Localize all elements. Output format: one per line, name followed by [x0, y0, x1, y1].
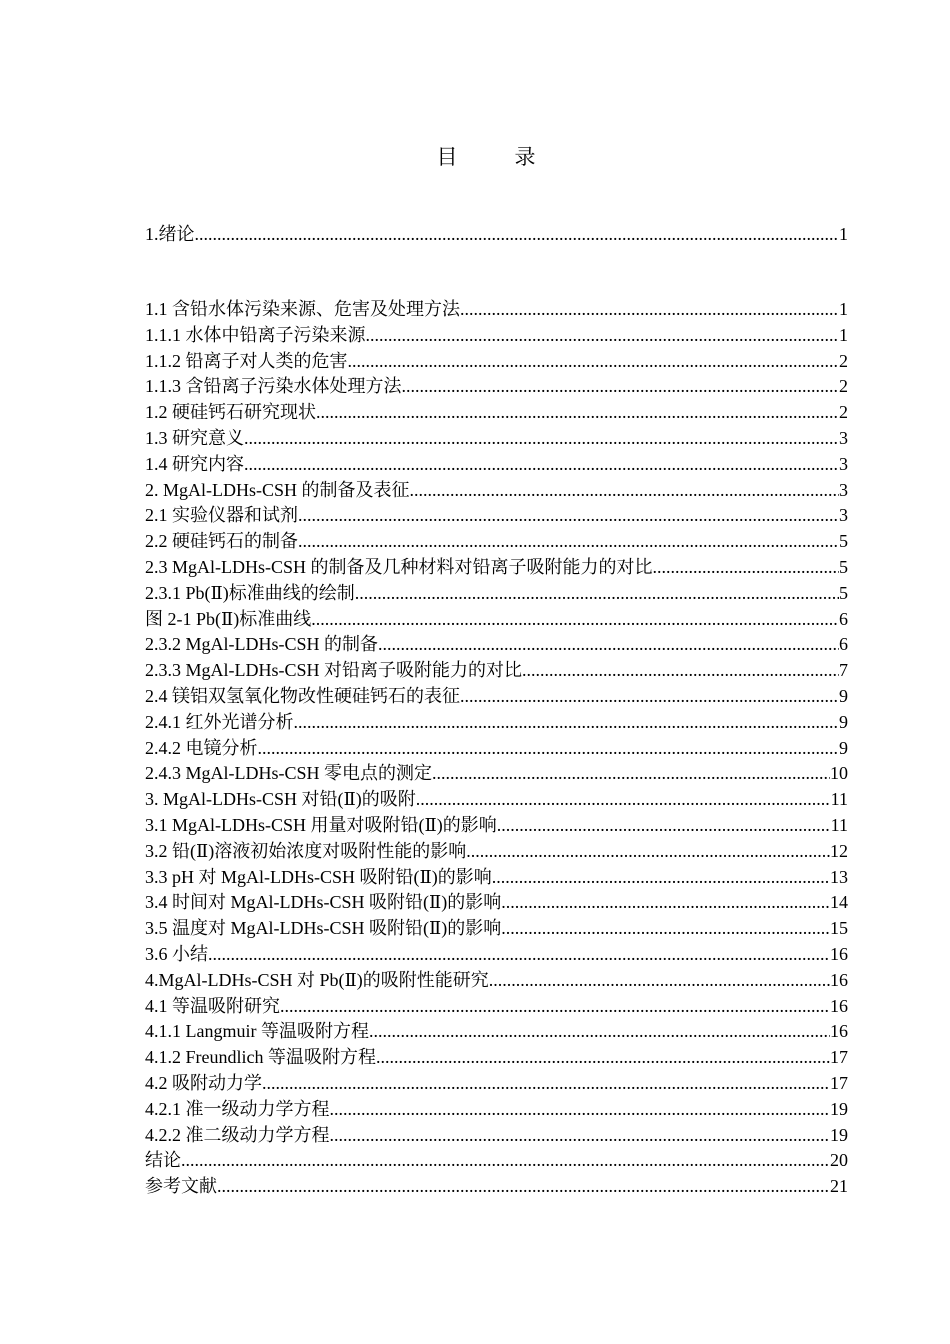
toc-entry-title: 4.1 等温吸附研究 — [145, 995, 280, 1016]
toc-entry-page-number: 5 — [839, 531, 848, 552]
toc-entry-page-number: 2 — [839, 376, 848, 397]
toc-entry-page-number: 20 — [830, 1150, 848, 1171]
toc-entry-title: 1.2 硬硅钙石研究现状 — [145, 402, 316, 423]
toc-entry-title: 3.4 时间对 MgAl-LDHs-CSH 吸附铅(Ⅱ)的影响 — [145, 892, 502, 913]
toc-entry-page-number: 3 — [839, 427, 848, 448]
toc-entry-title: 2.3.3 MgAl-LDHs-CSH 对铅离子吸附能力的对比 — [145, 660, 523, 681]
toc-entry-page-number: 1 — [839, 324, 848, 345]
toc-entry-title: 1.1 含铅水体污染来源、危害及处理方法 — [145, 299, 460, 319]
toc-dot-leader — [378, 632, 839, 658]
toc-entry-title: 3.1 MgAl-LDHs-CSH 用量对吸附铅(Ⅱ)的影响 — [145, 814, 497, 835]
toc-entry[interactable] — [145, 374, 848, 400]
toc-entry[interactable] — [145, 839, 848, 865]
toc-entry-page-number: 16 — [830, 995, 848, 1016]
toc-entry-page-number: 2 — [839, 402, 848, 423]
toc-dot-leader — [410, 478, 839, 504]
toc-entry-page-number: 13 — [830, 866, 848, 887]
toc-dot-leader — [497, 813, 831, 839]
toc-entry-page-number: 9 — [839, 711, 848, 732]
toc-entry-title: 3. MgAl-LDHs-CSH 对铅(Ⅱ)的吸附 — [145, 789, 416, 810]
toc-list — [145, 297, 848, 1200]
toc-entry[interactable] — [145, 736, 848, 762]
toc-entry[interactable] — [145, 942, 848, 968]
toc-entry-title: 2.2 硬硅钙石的制备 — [145, 531, 298, 552]
toc-entry-title: 2.4 镁铝双氢氧化物改性硬硅钙石的表征 — [145, 685, 460, 706]
toc-dot-leader — [208, 942, 830, 968]
toc-entry[interactable] — [145, 426, 848, 452]
toc-entry-page-number: 10 — [830, 763, 848, 784]
toc-entry[interactable] — [145, 452, 848, 478]
toc-dot-leader — [316, 400, 839, 426]
toc-entry-page-number: 5 — [839, 582, 848, 603]
toc-entry-title: 2.3 MgAl-LDHs-CSH 的制备及几种材料对铅离子吸附能力的对比 — [145, 556, 653, 577]
toc-entry-page-number: 11 — [830, 814, 848, 835]
toc-dot-leader — [298, 529, 839, 555]
toc-entry-page-number: 15 — [830, 918, 848, 939]
toc-entry[interactable] — [145, 684, 848, 710]
page-title: 目 录 — [436, 145, 554, 169]
toc-entry-title: 2. MgAl-LDHs-CSH 的制备及表征 — [145, 479, 410, 500]
toc-entry-page-number: 3 — [839, 479, 848, 500]
toc-entry[interactable] — [145, 478, 848, 504]
toc-entry[interactable] — [145, 1045, 848, 1071]
toc-entry[interactable] — [145, 555, 848, 581]
toc-dot-leader — [355, 581, 839, 607]
toc-entry-title: 3.2 铅(Ⅱ)溶液初始浓度对吸附性能的影响 — [145, 840, 467, 861]
toc-dot-leader — [501, 890, 830, 916]
toc-dot-leader — [492, 865, 830, 891]
toc-dot-leader — [330, 1097, 831, 1123]
toc-entry-title: 结论 — [145, 1150, 181, 1171]
toc-entry-page-number: 2 — [839, 350, 848, 371]
toc-entry-title: 1.1.3 含铅离子污染水体处理方法 — [145, 376, 402, 397]
toc-entry-page-number: 17 — [830, 1047, 848, 1068]
toc-entry-title: 1.绪论 — [145, 224, 195, 244]
toc-entry-title: 4.1.1 Langmuir 等温吸附方程 — [145, 1021, 369, 1042]
toc-dot-leader — [432, 761, 830, 787]
toc-dot-leader — [653, 555, 839, 581]
toc-entry-page-number: 6 — [839, 608, 848, 629]
toc-entry[interactable] — [145, 1097, 848, 1123]
toc-entry-page-number: 16 — [830, 969, 848, 990]
toc-entry[interactable] — [145, 297, 848, 323]
toc-entry[interactable] — [145, 1174, 848, 1200]
toc-dot-leader — [294, 710, 840, 736]
toc-dot-leader — [460, 684, 839, 710]
toc-entry[interactable] — [145, 632, 848, 658]
toc-entry-title: 1.1.2 铅离子对人类的危害 — [145, 350, 348, 371]
toc-first-section — [145, 222, 848, 248]
toc-entry[interactable] — [145, 994, 848, 1020]
toc-dot-leader — [311, 607, 839, 633]
toc-entry[interactable] — [145, 658, 848, 684]
toc-entry-page-number: 19 — [830, 1098, 848, 1119]
toc-entry-title: 4.2.1 准一级动力学方程 — [145, 1098, 330, 1119]
toc-entry-title: 2.4.1 红外光谱分析 — [145, 711, 294, 732]
toc-dot-leader — [330, 1123, 831, 1149]
toc-entry-title: 1.4 研究内容 — [145, 453, 244, 474]
toc-dot-leader — [369, 1019, 830, 1045]
toc-entry-page-number: 16 — [830, 943, 848, 964]
toc-entry[interactable] — [145, 1019, 848, 1045]
toc-dot-leader — [217, 1174, 830, 1200]
toc-entry-page-number: 12 — [830, 840, 848, 861]
toc-dot-leader — [244, 452, 839, 478]
toc-dot-leader — [195, 222, 840, 248]
toc-dot-leader — [298, 503, 839, 529]
toc-entry[interactable] — [145, 400, 848, 426]
toc-entry-page-number: 14 — [830, 892, 848, 913]
toc-entry-title: 1.3 研究意义 — [145, 427, 244, 448]
toc-dot-leader — [280, 994, 830, 1020]
toc-dot-leader — [376, 1045, 830, 1071]
toc-entry-title: 参考文献 — [145, 1176, 217, 1197]
toc-entry-page-number: 21 — [830, 1176, 848, 1197]
toc-entry[interactable] — [145, 787, 848, 813]
toc-dot-leader — [244, 426, 839, 452]
toc-entry-title: 2.3.2 MgAl-LDHs-CSH 的制备 — [145, 634, 379, 655]
toc-entry-page-number: 6 — [839, 634, 848, 655]
toc-entry-page-number: 9 — [839, 685, 848, 706]
toc-entry-title: 2.3.1 Pb(Ⅱ)标准曲线的绘制 — [145, 582, 355, 603]
toc-entry-page-number: 7 — [839, 660, 848, 681]
toc-dot-leader — [402, 374, 840, 400]
toc-entry[interactable] — [145, 323, 848, 349]
toc-entry-page-number: 9 — [839, 737, 848, 758]
toc-dot-leader — [366, 323, 840, 349]
toc-entry[interactable] — [145, 503, 848, 529]
toc-entry-title: 2.4.3 MgAl-LDHs-CSH 零电点的测定 — [145, 763, 433, 784]
toc-dot-leader — [262, 1071, 830, 1097]
toc-entry-page-number: 1 — [839, 224, 848, 244]
toc-entry[interactable] — [145, 813, 848, 839]
toc-entry-title: 图 2-1 Pb(Ⅱ)标准曲线 — [145, 608, 312, 629]
toc-entry-title: 2.1 实验仪器和试剂 — [145, 505, 298, 526]
toc-entry-title: 4.1.2 Freundlich 等温吸附方程 — [145, 1047, 376, 1068]
toc-entry-title: 4.MgAl-LDHs-CSH 对 Pb(Ⅱ)的吸附性能研究 — [145, 969, 489, 990]
toc-dot-leader — [348, 349, 840, 375]
toc-entry[interactable] — [145, 916, 848, 942]
toc-entry-page-number: 5 — [839, 556, 848, 577]
toc-entry[interactable] — [145, 222, 848, 248]
toc-entry-title: 4.2 吸附动力学 — [145, 1072, 262, 1093]
toc-entry[interactable] — [145, 865, 848, 891]
toc-entry-title: 2.4.2 电镜分析 — [145, 737, 258, 758]
toc-entry-title: 3.3 pH 对 MgAl-LDHs-CSH 吸附铅(Ⅱ)的影响 — [145, 866, 492, 887]
toc-dot-leader — [489, 968, 830, 994]
toc-entry-title: 4.2.2 准二级动力学方程 — [145, 1124, 330, 1145]
toc-entry-title: 3.6 小结 — [145, 943, 208, 964]
toc-entry[interactable] — [145, 1071, 848, 1097]
toc-entry[interactable] — [145, 1123, 848, 1149]
toc-dot-leader — [466, 839, 830, 865]
toc-dot-leader — [416, 787, 831, 813]
toc-entry[interactable] — [145, 968, 848, 994]
toc-entry-page-number: 19 — [830, 1124, 848, 1145]
toc-entry-title: 3.5 温度对 MgAl-LDHs-CSH 吸附铅(Ⅱ)的影响 — [145, 918, 502, 939]
toc-dot-leader — [460, 297, 839, 323]
toc-entry[interactable] — [145, 761, 848, 787]
toc-entry[interactable] — [145, 890, 848, 916]
toc-dot-leader — [501, 916, 830, 942]
toc-dot-leader — [181, 1148, 830, 1174]
toc-entry-page-number: 1 — [839, 299, 848, 319]
toc-entry-page-number: 17 — [830, 1072, 848, 1093]
toc-entry-page-number: 3 — [839, 453, 848, 474]
toc-entry[interactable] — [145, 607, 848, 633]
toc-entry[interactable] — [145, 529, 848, 555]
toc-entry[interactable] — [145, 710, 848, 736]
toc-entry-title: 1.1.1 水体中铅离子污染来源 — [145, 324, 366, 345]
toc-entry-page-number: 16 — [830, 1021, 848, 1042]
toc-entry[interactable] — [145, 1148, 848, 1174]
toc-dot-leader — [522, 658, 839, 684]
toc-entry[interactable] — [145, 349, 848, 375]
toc-entry-page-number: 3 — [839, 505, 848, 526]
toc-dot-leader — [258, 736, 840, 762]
toc-entry-page-number: 11 — [830, 789, 848, 810]
toc-entry[interactable] — [145, 581, 848, 607]
